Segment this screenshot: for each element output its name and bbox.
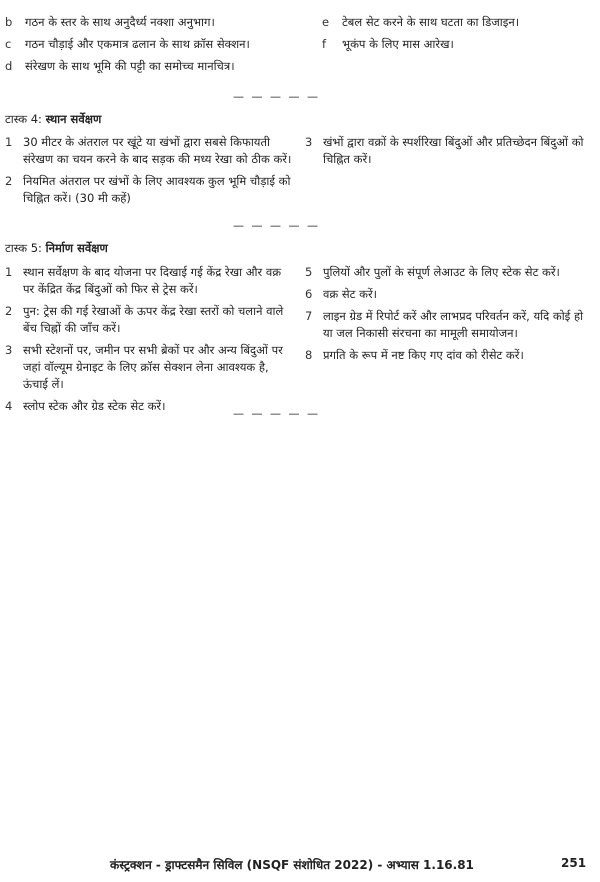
list-item: 7 लाइन ग्रेड में रिपोर्ट करें और लाभप्रद परिवर्तन करें, यदि कोई हो या जल निकासी संरचना का मामूली समायोजन। — [305, 309, 584, 340]
page-footer: कंस्ट्रक्शन - ड्राफ्टसमैन सिविल (NSQF संशोधित 2022) - अभ्यास 1.16.81 — [110, 858, 474, 872]
list-item: 8 प्रगति के रूप में नष्ट किए गए दांव को रीसेट करें। — [305, 348, 524, 362]
list-item: c गठन चौड़ाई और एकमात्र ढलान के साथ क्रॉस सेक्शन। — [5, 37, 250, 51]
top-list-left — [5, 14, 295, 80]
top-list-right — [322, 14, 592, 58]
list-item: 6 वक्र सेट करें। — [305, 287, 378, 301]
list-item: f भूकंप के लिए मास आरेख। — [322, 37, 454, 51]
page-number: 251 — [561, 856, 587, 870]
list-item: 3 खंभों द्वारा वक्रों के स्पर्शरिखा बिंदुओं और प्रतिच्छेदन बिंदुओं को चिह्नित करें। — [305, 135, 584, 166]
section-separator: — — — — — — [233, 219, 320, 232]
task5-heading: टास्क 5: निर्माण सर्वेक्षण — [5, 241, 108, 255]
list-item: 1 स्थान सर्वेक्षण के बाद योजना पर दिखाई गई केंद्र रेखा और वक्र पर केंद्रित केंद्र बिंदुओं को फिर से ट्रेस करें। — [5, 265, 282, 296]
task5-title: निर्माण सर्वेक्षण — [45, 241, 108, 255]
section-separator: — — — — — — [233, 407, 320, 420]
list-item: b गठन के स्तर के साथ अनुदैर्ध्य नक्शा अनुभाग। — [5, 15, 215, 29]
list-item: 2 पुन: ट्रेस की गई रेखाओं के ऊपर केंद्र रेखा स्तरों को चलाने वाले बेंच चिह्नों की जाँच करें। — [5, 304, 284, 335]
task5-left-column — [5, 264, 295, 420]
section-separator: — — — — — — [233, 90, 320, 103]
list-item: 1 30 मीटर के अंतराल पर खूंटे या खंभों द्वारा सबसे किफायती संरेखण का चयन करने के बाद सड़क की मध्य रेखा को ठीक करें। — [5, 135, 292, 166]
task4-heading: टास्क 4: स्थान सर्वेक्षण — [5, 112, 102, 126]
task4-left-column — [5, 134, 295, 212]
task5-right-column — [305, 264, 593, 369]
list-item: 4 स्लोप स्टेक और ग्रेड स्टेक सेट करें। — [5, 399, 166, 413]
task4-right-column — [305, 134, 593, 173]
list-item: 3 सभी स्टेशनों पर, जमीन पर सभी ब्रेकों पर और अन्य बिंदुओं पर जहां वॉल्यूम ग्रेनाइट के लिए क्रॉस सेक्शन लेना आवश्यक है, ऊंचाई लें। — [5, 343, 283, 391]
task4-title: स्थान सर्वेक्षण — [45, 112, 102, 126]
list-item: 5 पुलियों और पुलों के संपूर्ण लेआउट के लिए स्टेक सेट करें। — [305, 265, 560, 279]
list-item: 2 नियमित अंतराल पर खंभों के लिए आवश्यक कुल भूमि चौड़ाई को चिह्नित करें। (30 मी कहें) — [5, 174, 291, 205]
list-item: e टेबल सेट करने के साथ घटता का डिजाइन। — [322, 15, 520, 29]
list-item: d संरेखण के साथ भूमि की पट्टी का समोच्च मानचित्र। — [5, 59, 235, 73]
